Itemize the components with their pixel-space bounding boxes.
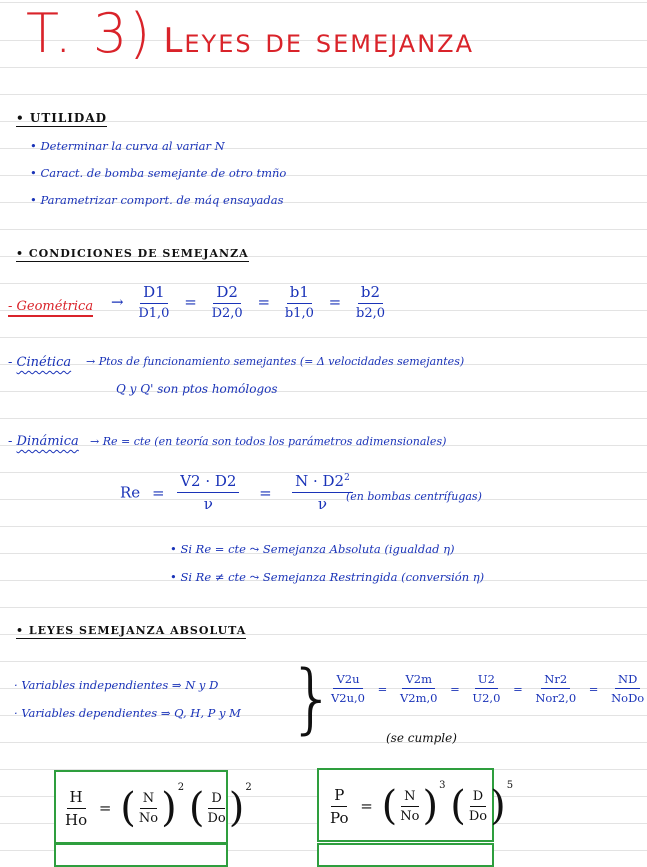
n-ratio: $\frac{N}{No}$ [138, 790, 159, 826]
cinetica-line-2: Q y Q' son ptos homólogos [116, 382, 278, 396]
dinamica-label: - Dinámica [8, 434, 79, 449]
next-box-right [317, 843, 494, 867]
condiciones-heading: • CONDICIONES DE SEMEJANZA [16, 247, 249, 260]
re-bullet-2: • Si Re ≠ cte ⤳ Semejanza Restringida (conversión η) [170, 570, 485, 584]
geometrica-frac-b1: $\frac{b1}{b1,0}$ [284, 283, 314, 321]
geometrica-equation [104, 283, 388, 321]
geometrica-eq-1: = [184, 293, 197, 311]
title-text: Leyes de semejanza [163, 21, 475, 61]
leyes-heading-text: LEYES SEMEJANZA ABSOLUTA [28, 624, 247, 637]
page-title [26, 2, 474, 65]
ratio-equation: $\frac{V2u}{V2u,0}$ = $\frac{V2m}{V2m,0}$ = $\frac{U2}{U2,0}$ = $\frac{Nr2}{\text{Nor2,0}}$ = $\frac{ND}{\text{NoDo}}$ [328, 672, 647, 705]
reynolds-equation: Re = $\frac{V2 \cdot D2}{\nu}$ = $\frac{N \cdot D2^2}{\nu}$ [120, 472, 354, 513]
variables-independientes: · Variables independientes ⇒ N y D [14, 678, 219, 692]
ley-altura-equation: $\frac{H}{Ho}$ = ( $\frac{N}{No}$ )$^2$ ( $\frac{D}{Do}$ )$^2$ [62, 782, 252, 829]
leyes-heading: • LEYES SEMEJANZA ABSOLUTA [16, 624, 247, 637]
dinamica-line-1: → Re = cte (en teoría son todos los parámetros adimensionales) [90, 435, 447, 448]
geometrica-eq-2: = [257, 293, 271, 311]
geometrica-eq-3: = [328, 293, 342, 311]
next-box-left [54, 843, 228, 867]
geometrica-arrow: → [111, 293, 124, 311]
utilidad-item-2: • Caract. de bomba semejante de otro tmño [30, 166, 287, 180]
geometrica-frac-d2: $\frac{D2}{D2,0}$ [211, 283, 243, 321]
utilidad-heading: • UTILIDAD [16, 111, 108, 125]
cinetica-line-1: → Ptos de funcionamiento semejantes (= Δ velocidades semejantes) [86, 355, 465, 368]
ley-potencia-equation: $\frac{P}{Po}$ = ( $\frac{N}{No}$ )$^3$ ( $\frac{D}{Do}$ )$^5$ [327, 780, 513, 827]
centrifugas-note: (en bombas centrífugas) [346, 490, 482, 503]
utilidad-item-1: • Determinar la curva al variar N [30, 139, 225, 153]
n-ratio-2: $\frac{N}{No}$ [400, 788, 420, 824]
geometrica-frac-d1: $\frac{D1}{D1,0}$ [138, 283, 170, 321]
ratio-nd: $\frac{ND}{\text{NoDo}}$ [611, 672, 645, 705]
re-label: Re [120, 483, 141, 502]
geometrica-label: - Geométrica [8, 299, 93, 317]
right-brace: } [288, 653, 337, 742]
condiciones-heading-text: CONDICIONES DE SEMEJANZA [28, 247, 249, 260]
ley-altura-box [54, 770, 252, 844]
variables-dependientes: · Variables dependientes ⇒ Q, H, P y M [14, 706, 241, 720]
se-cumple: (se cumple) [386, 731, 457, 745]
p-ratio: $\frac{P}{Po}$ [330, 785, 349, 827]
h-ratio: $\frac{H}{Ho}$ [65, 787, 88, 829]
utilidad-item-3: • Parametrizar comport. de máq ensayadas [30, 193, 284, 207]
geometrica-frac-b2: $\frac{b2}{b2,0}$ [356, 283, 385, 321]
re-bullet-1: • Si Re = cte ⤳ Semejanza Absoluta (igualdad η) [170, 542, 455, 556]
ley-potencia-box [317, 768, 514, 842]
cinetica-label: - Cinética [8, 355, 72, 370]
d-ratio-2: $\frac{D}{Do}$ [468, 788, 488, 824]
title-prefix: T. 3) [26, 2, 153, 65]
ratio-v2u: $\frac{V2u}{V2u,0}$ [331, 672, 366, 705]
utilidad-heading-text: UTILIDAD [29, 111, 108, 125]
ratio-v2m: $\frac{V2m}{V2m,0}$ [399, 672, 438, 705]
re-frac-2: $\frac{N \cdot D2^2}{\nu}$ [290, 472, 354, 513]
d-ratio: $\frac{D}{Do}$ [207, 790, 226, 826]
re-frac-1: $\frac{V2 \cdot D2}{\nu}$ [176, 472, 240, 513]
ratio-u2: $\frac{U2}{U2,0}$ [472, 672, 501, 705]
ratio-nr2: $\frac{Nr2}{\text{Nor2,0}}$ [535, 672, 577, 705]
